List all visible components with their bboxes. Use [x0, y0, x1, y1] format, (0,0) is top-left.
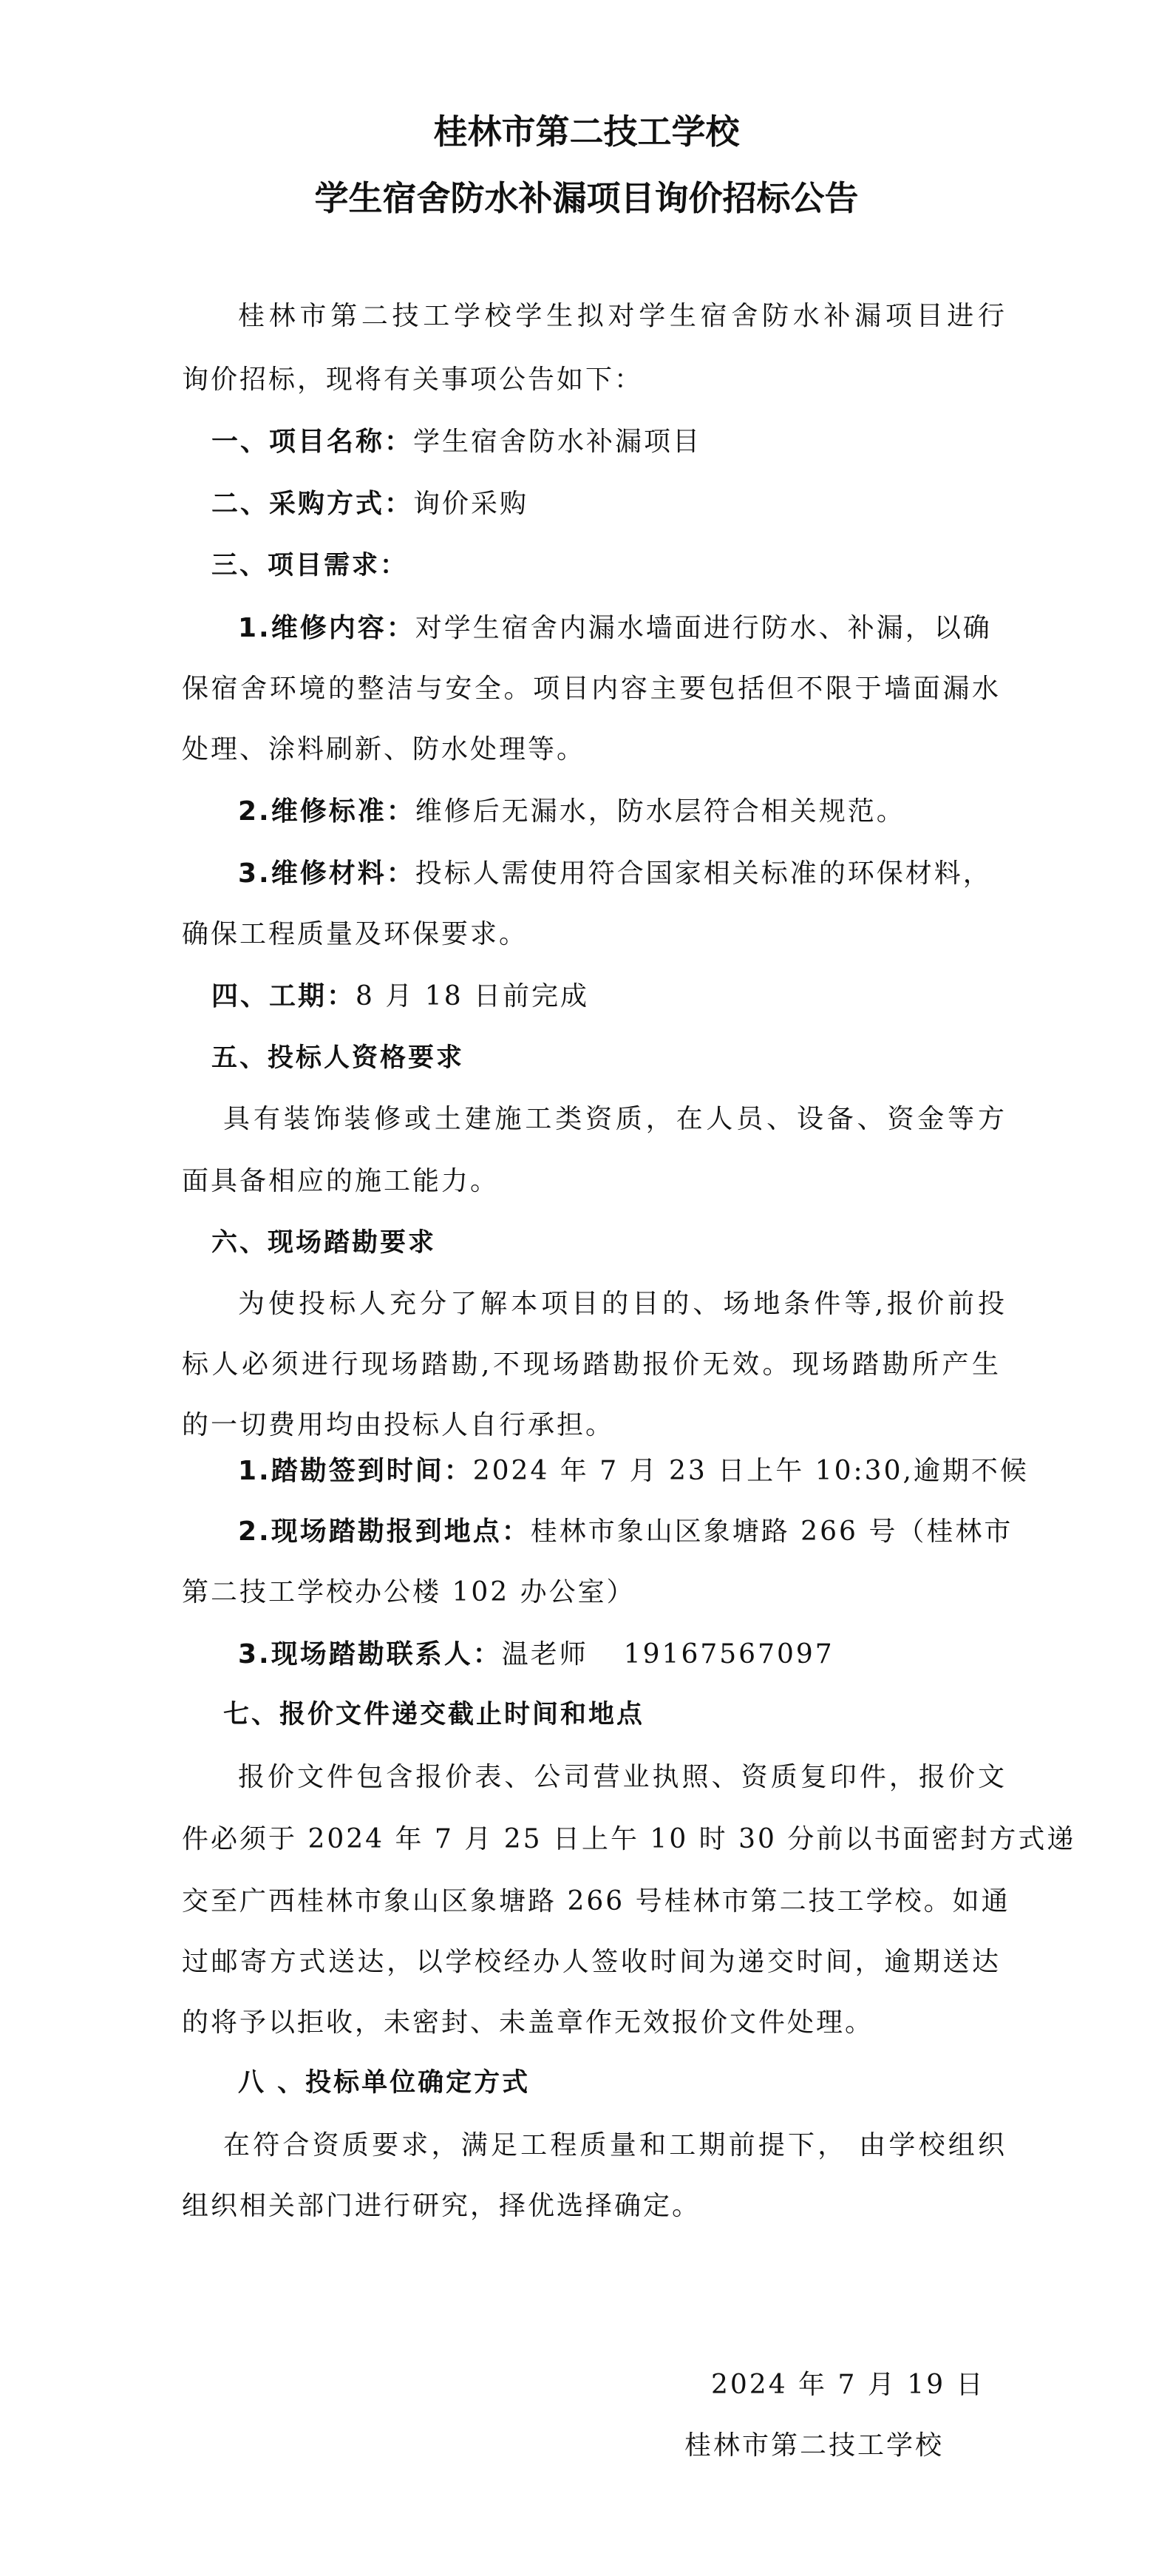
section-2-heading: 二、采购方式： — [211, 489, 414, 519]
section-7-line3: 交至广西桂林市象山区象塘路 266 号桂林市第二技工学校。如通 — [182, 1886, 1010, 1916]
item-3-1-line2: 保宿舍环境的整洁与安全。项目内容主要包括但不限于墙面漏水 — [182, 674, 1001, 704]
section-7-line2: 件必须于 2024 年 7 月 25 日上午 10 时 30 分前以书面密封方式递 — [182, 1824, 1076, 1854]
section-6-line1: 为使投标人充分了解本项目的目的、场地条件等,报价前投 — [238, 1289, 1007, 1319]
section-1-heading: 一、项目名称： — [211, 427, 414, 457]
contact-name: 温老师 — [501, 1639, 588, 1670]
section-8-line2: 组织相关部门进行研究，择优选择确定。 — [182, 2191, 701, 2221]
section-7-line5: 的将予以拒收，未密封、未盖章作无效报价文件处理。 — [182, 2007, 874, 2038]
section-8-heading: 八 、投标单位确定方式 — [238, 2068, 531, 2098]
section-4-value: 8 月 18 日前完成 — [356, 981, 590, 1011]
item-6-1 — [238, 1458, 1029, 1485]
item-6-2-text: 桂林市象山区象塘路 266 号（桂林市 — [530, 1516, 1013, 1547]
item-6-2-label: 2.现场踏勘报到地点： — [238, 1516, 531, 1547]
section-2-value: 询价采购 — [413, 489, 529, 519]
doc-title-line2: 学生宿舍防水补漏项目询价招标公告 — [314, 178, 859, 218]
item-3-1-line3: 处理、涂料刷新、防水处理等。 — [182, 734, 586, 765]
item-3-2 — [238, 796, 905, 827]
section-4-heading: 四、工期： — [211, 981, 356, 1011]
item-6-1-label: 1.踏勘签到时间： — [238, 1456, 473, 1486]
contact-phone: 19167567097 — [623, 1639, 834, 1670]
item-6-2-line1 — [238, 1516, 1013, 1547]
section-1 — [211, 429, 701, 455]
item-6-3-label: 3.现场踏勘联系人： — [238, 1639, 502, 1670]
item-3-3-line1 — [238, 858, 992, 889]
section-3-heading: 三、项目需求： — [211, 551, 409, 580]
doc-title-line1: 桂林市第二技工学校 — [433, 112, 740, 152]
item-3-3-line2: 确保工程质量及环保要求。 — [182, 919, 528, 949]
section-8-line1: 在符合资质要求，满足工程质量和工期前提下， 由学校组织 — [223, 2130, 1007, 2160]
section-2 — [211, 491, 528, 518]
issue-date: 2024 年 7 月 19 日 — [711, 2370, 985, 2400]
item-6-1-value: 2024 年 7 月 23 日上午 10:30,逾期不候 — [472, 1456, 1029, 1486]
item-3-1-line1 — [238, 615, 992, 642]
section-5-line2: 面具备相应的施工能力。 — [182, 1166, 500, 1196]
item-3-3-label: 3.维修材料： — [238, 858, 415, 889]
section-5-heading: 五、投标人资格要求 — [211, 1043, 465, 1073]
item-3-2-label: 2.维修标准： — [238, 796, 415, 827]
item-3-3-text: 投标人需使用符合国家相关标准的环保材料， — [415, 858, 992, 889]
section-4 — [211, 983, 589, 1010]
section-7-line4: 过邮寄方式送达，以学校经办人签收时间为递交时间，逾期送达 — [182, 1947, 1001, 1977]
item-6-2-line2: 第二技工学校办公楼 102 办公室） — [182, 1577, 636, 1607]
intro-line1: 桂林市第二技工学校学生拟对学生宿舍防水补漏项目进行 — [238, 301, 1007, 331]
item-3-2-text: 维修后无漏水，防水层符合相关规范。 — [415, 796, 905, 827]
item-3-1-label: 1.维修内容： — [238, 613, 415, 643]
section-7-heading: 七、报价文件递交截止时间和地点 — [223, 1700, 645, 1729]
section-1-value: 学生宿舍防水补漏项目 — [413, 427, 702, 457]
item-3-1-text: 对学生宿舍内漏水墙面进行防水、补漏，以确 — [415, 613, 992, 643]
section-7-line1: 报价文件包含报价表、公司营业执照、资质复印件，报价文 — [238, 1762, 1007, 1792]
section-6-line2: 标人必须进行现场踏勘,不现场踏勘报价无效。现场踏勘所产生 — [182, 1349, 1001, 1380]
section-5-line1: 具有装饰装修或土建施工类资质，在人员、设备、资金等方 — [223, 1104, 1007, 1134]
signer-name: 桂林市第二技工学校 — [684, 2430, 945, 2461]
intro-line2: 询价招标，现将有关事项公告如下： — [182, 365, 644, 395]
section-6-line3: 的一切费用均由投标人自行承担。 — [182, 1410, 615, 1440]
section-6-heading: 六、现场踏勘要求 — [211, 1228, 437, 1258]
item-6-3 — [238, 1641, 834, 1668]
